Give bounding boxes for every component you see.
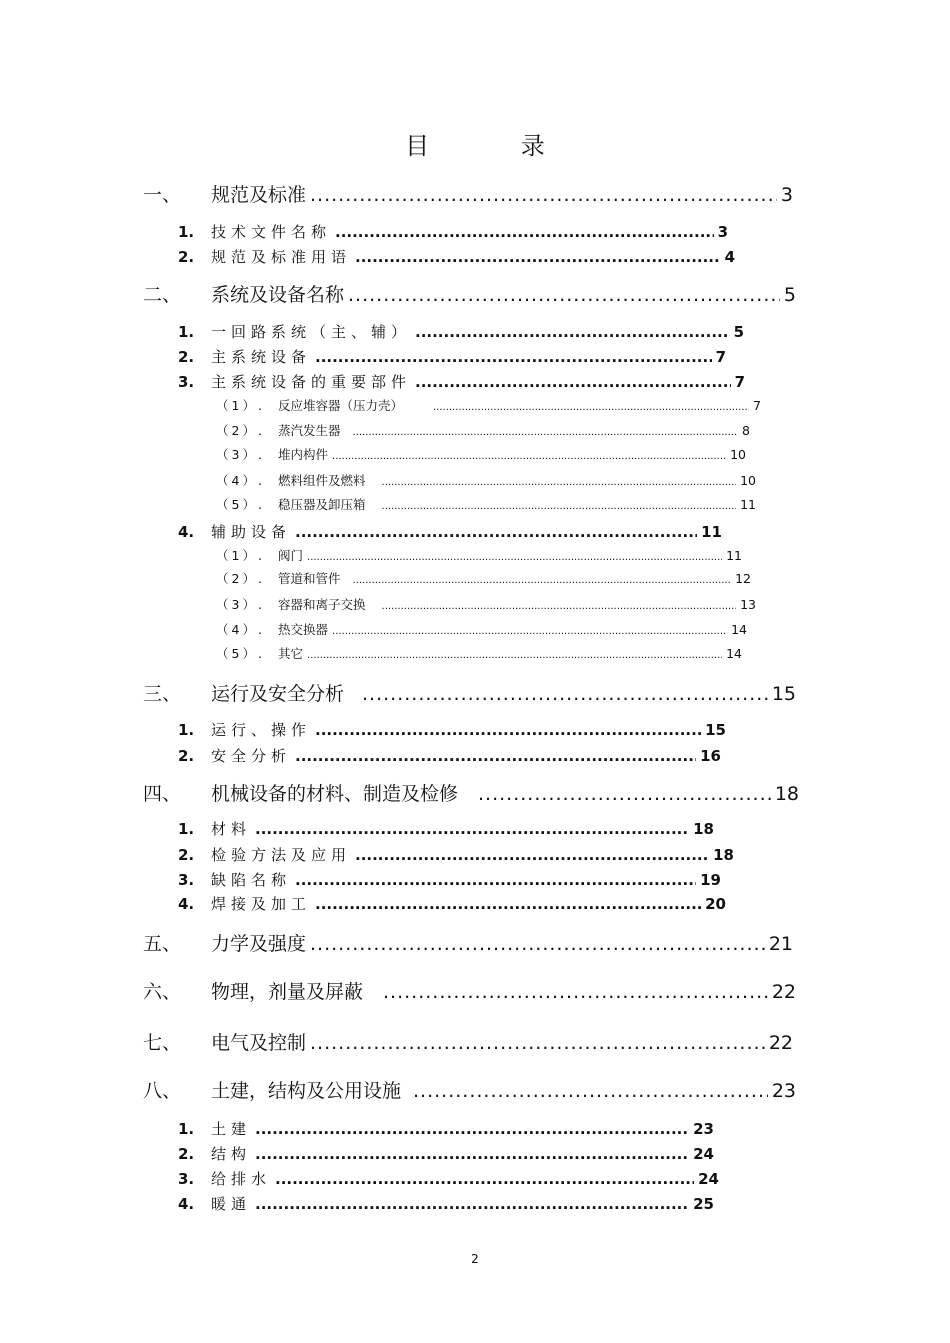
item-page: 7	[715, 348, 726, 366]
toc-subitem[interactable]	[216, 620, 747, 638]
toc-item[interactable]	[178, 346, 726, 367]
leader-dots	[413, 1080, 768, 1102]
item-page: 20	[705, 895, 726, 913]
subitem-page: 8	[742, 423, 750, 438]
leader-dots	[295, 523, 697, 541]
subitem-page: 14	[731, 622, 747, 637]
item-number: 1.	[178, 323, 195, 341]
subitem-label: 阀门	[278, 548, 304, 563]
section-label: 力学及强度	[211, 933, 307, 955]
item-number: 2.	[178, 747, 195, 765]
item-page: 4	[724, 248, 735, 266]
item-page: 25	[693, 1195, 714, 1213]
item-page: 15	[705, 721, 726, 739]
item-number: 2.	[178, 248, 195, 266]
item-number: 1.	[178, 1120, 195, 1138]
subitem-label: 容器和离子交换	[278, 597, 366, 612]
subitem-label: 稳压器及卸压箱	[278, 497, 366, 512]
leader-dots	[295, 747, 696, 765]
section-label: 机械设备的材料、制造及检修	[211, 783, 459, 805]
leader-dots	[355, 846, 709, 864]
item-page: 24	[693, 1145, 714, 1163]
item-page: 18	[713, 846, 734, 864]
section-number: 七、	[143, 1032, 182, 1054]
toc-subitem[interactable]	[216, 421, 750, 439]
leader-dots	[353, 427, 739, 438]
toc-item[interactable]	[178, 818, 714, 839]
subitem-number: （5）.	[216, 646, 265, 661]
section-number: 八、	[143, 1080, 182, 1102]
subitem-label: 其它	[278, 646, 304, 661]
section-page: 22	[771, 981, 796, 1003]
leader-dots	[315, 895, 701, 913]
leader-dots	[315, 348, 712, 366]
toc-subitem[interactable]	[216, 595, 756, 613]
toc-subitem[interactable]	[216, 396, 761, 414]
leader-dots	[332, 451, 726, 462]
item-label: 规范及标准用语	[211, 248, 352, 266]
toc-item[interactable]	[178, 844, 734, 865]
toc-subitem[interactable]	[216, 569, 751, 587]
subitem-page: 13	[740, 597, 756, 612]
leader-dots	[382, 601, 737, 612]
toc-item[interactable]	[178, 321, 744, 342]
subitem-page: 10	[730, 447, 746, 462]
section-page: 21	[768, 933, 793, 955]
leader-dots	[415, 373, 731, 391]
leader-dots	[255, 1145, 689, 1163]
leader-dots	[355, 248, 721, 266]
subitem-number: （3）.	[216, 597, 265, 612]
section-page: 3	[780, 184, 793, 206]
leader-dots	[295, 871, 696, 889]
section-page: 5	[783, 284, 796, 306]
item-label: 土建	[211, 1120, 252, 1138]
leader-dots	[348, 284, 780, 306]
item-label: 暖通	[211, 1195, 252, 1213]
item-label: 材料	[211, 820, 252, 838]
toc-item[interactable]	[178, 221, 728, 242]
item-number: 1.	[178, 721, 195, 739]
item-page: 18	[693, 820, 714, 838]
subitem-label: 热交换器	[278, 622, 329, 637]
leader-dots	[362, 683, 768, 705]
section-page: 23	[771, 1080, 796, 1102]
toc-item[interactable]	[178, 719, 726, 740]
subitem-label: 反应堆容器（压力壳）	[278, 398, 404, 413]
leader-dots	[310, 1032, 765, 1054]
leader-dots	[478, 783, 771, 805]
subitem-page: 10	[740, 473, 756, 488]
item-number: 3.	[178, 373, 195, 391]
leader-dots	[255, 820, 689, 838]
subitem-page: 14	[726, 646, 742, 661]
toc-section[interactable]	[143, 280, 796, 307]
toc-section[interactable]	[143, 1076, 796, 1103]
toc-section[interactable]	[143, 679, 796, 706]
item-label: 结构	[211, 1145, 252, 1163]
toc-item[interactable]	[178, 521, 722, 542]
item-number: 4.	[178, 523, 195, 541]
item-page: 5	[733, 323, 744, 341]
section-number: 五、	[143, 933, 182, 955]
subitem-number: （2）.	[216, 571, 265, 586]
toc-item[interactable]	[178, 371, 745, 392]
subitem-number: （3）.	[216, 447, 265, 462]
leader-dots	[255, 1120, 689, 1138]
subitem-page: 11	[740, 497, 756, 512]
item-label: 辅助设备	[211, 523, 292, 541]
leader-dots	[310, 933, 765, 955]
item-number: 1.	[178, 223, 195, 241]
item-label: 给排水	[211, 1170, 272, 1188]
leader-dots	[353, 575, 732, 586]
subitem-number: （4）.	[216, 622, 265, 637]
leader-dots	[433, 402, 749, 413]
toc-item[interactable]	[178, 1143, 714, 1164]
leader-dots	[307, 552, 722, 563]
item-number: 3.	[178, 871, 195, 889]
section-label: 运行及安全分析	[211, 683, 345, 705]
subitem-label: 蒸汽发生器	[278, 423, 341, 438]
item-page: 7	[734, 373, 745, 391]
item-page: 11	[701, 523, 722, 541]
subitem-label: 燃料组件及燃料	[278, 473, 366, 488]
toc-section[interactable]	[143, 779, 799, 806]
toc-item[interactable]	[178, 1193, 714, 1214]
item-page: 3	[717, 223, 728, 241]
item-number: 2.	[178, 348, 195, 366]
item-label: 焊接及加工	[211, 895, 312, 913]
item-page: 23	[693, 1120, 714, 1138]
item-number: 4.	[178, 1195, 195, 1213]
subitem-number: （2）.	[216, 423, 265, 438]
item-label: 一回路系统（主、辅）	[211, 323, 412, 341]
subitem-label: 管道和管件	[278, 571, 341, 586]
section-label: 规范及标准	[211, 184, 307, 206]
leader-dots	[275, 1170, 694, 1188]
leader-dots	[307, 650, 722, 661]
subitem-page: 7	[753, 398, 761, 413]
leader-dots	[310, 184, 777, 206]
item-page: 19	[700, 871, 721, 889]
item-number: 2.	[178, 846, 195, 864]
subitem-page: 12	[735, 571, 751, 586]
section-number: 三、	[143, 683, 182, 705]
leader-dots	[382, 477, 737, 488]
leader-dots	[332, 626, 727, 637]
item-label: 技术文件名称	[211, 223, 332, 241]
page-number: 2	[471, 1252, 479, 1266]
section-label: 电气及控制	[211, 1032, 307, 1054]
item-label: 缺陷名称	[211, 871, 292, 889]
section-number: 二、	[143, 284, 182, 306]
subitem-number: （1）.	[216, 398, 265, 413]
toc-subitem[interactable]	[216, 471, 756, 489]
toc-item[interactable]	[178, 869, 721, 890]
section-label: 土建，结构及公用设施	[211, 1080, 402, 1102]
section-label: 系统及设备名称	[211, 284, 345, 306]
section-label: 物理，剂量及屏蔽	[211, 981, 364, 1003]
toc-subitem[interactable]	[216, 644, 742, 662]
item-number: 1.	[178, 820, 195, 838]
toc-section[interactable]	[143, 929, 793, 956]
section-number: 一、	[143, 184, 182, 206]
item-page: 24	[698, 1170, 719, 1188]
leader-dots	[335, 223, 714, 241]
item-number: 2.	[178, 1145, 195, 1163]
leader-dots	[255, 1195, 689, 1213]
item-number: 3.	[178, 1170, 195, 1188]
item-number: 4.	[178, 895, 195, 913]
toc-item[interactable]	[178, 745, 721, 766]
section-number: 六、	[143, 981, 182, 1003]
item-page: 16	[700, 747, 721, 765]
subitem-label: 堆内构件	[278, 447, 329, 462]
toc-section[interactable]	[143, 180, 793, 207]
toc-item[interactable]	[178, 1168, 719, 1189]
toc-subitem[interactable]	[216, 445, 746, 463]
subitem-number: （4）.	[216, 473, 265, 488]
toc-subitem[interactable]	[216, 495, 756, 513]
toc-item[interactable]	[178, 1118, 714, 1139]
toc-item[interactable]	[178, 893, 726, 914]
toc-section[interactable]	[143, 977, 796, 1004]
subitem-page: 11	[726, 548, 742, 563]
item-label: 安全分析	[211, 747, 292, 765]
item-label: 主系统设备的重要部件	[211, 373, 412, 391]
section-number: 四、	[143, 783, 182, 805]
leader-dots	[383, 981, 768, 1003]
item-label: 运行、操作	[211, 721, 312, 739]
section-page: 18	[774, 783, 799, 805]
toc-item[interactable]	[178, 246, 735, 267]
leader-dots	[415, 323, 730, 341]
leader-dots	[315, 721, 701, 739]
page-title: 目 录	[405, 132, 587, 160]
subitem-number: （5）.	[216, 497, 265, 512]
leader-dots	[382, 501, 737, 512]
subitem-number: （1）.	[216, 548, 265, 563]
section-page: 15	[771, 683, 796, 705]
toc-section[interactable]	[143, 1028, 793, 1055]
item-label: 检验方法及应用	[211, 846, 352, 864]
section-page: 22	[768, 1032, 793, 1054]
item-label: 主系统设备	[211, 348, 312, 366]
toc-subitem[interactable]	[216, 546, 742, 564]
